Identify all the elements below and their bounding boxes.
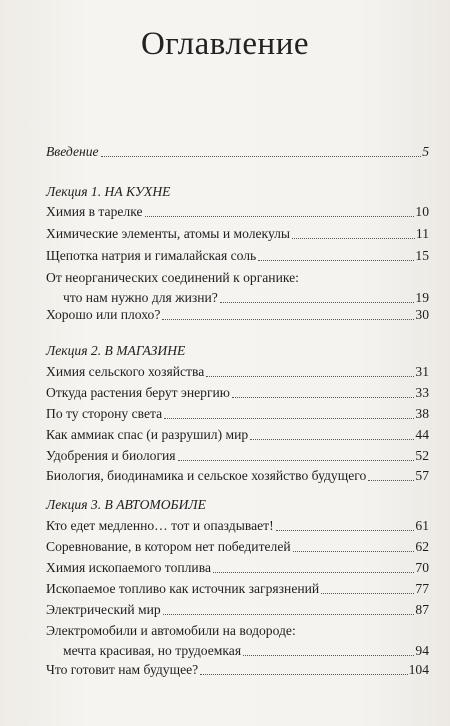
toc-entry: [63, 643, 429, 659]
toc-entry: [46, 539, 429, 555]
toc-entry-title: Химия в тарелке: [46, 204, 143, 219]
toc-entry: [63, 290, 429, 306]
toc-entry-title: Ископаемое топливо как источник загрязнений: [46, 581, 320, 596]
toc-leader-dots: [276, 529, 415, 531]
toc-entry: [46, 623, 429, 639]
toc-page-number: 33: [415, 385, 429, 400]
toc-entry: [46, 518, 429, 534]
toc-page-number: 62: [415, 539, 429, 554]
toc-section-heading: [46, 184, 429, 200]
toc-entry: [46, 662, 429, 678]
toc-entry: [46, 560, 429, 576]
toc-page-number: 44: [415, 427, 429, 442]
toc-entry-title: По ту сторону света: [46, 406, 163, 421]
toc-page-number: 70: [415, 560, 429, 575]
toc-entry-title: От неорганических соединений к органике:: [46, 270, 299, 285]
toc-entry-title: мечта красивая, но трудоемкая: [63, 643, 242, 658]
toc-leader-dots: [220, 301, 415, 303]
toc-entry-title: Электрический мир: [46, 602, 161, 617]
toc-entry-title: Лекция 3. В АВТОМОБИЛЕ: [46, 497, 206, 512]
toc-entry: [46, 602, 429, 618]
toc-page-number: 38: [415, 406, 429, 421]
toc-page-number: 87: [415, 602, 429, 617]
toc-entry: [46, 307, 429, 323]
toc-entry: [46, 226, 429, 242]
toc-entry: [46, 385, 429, 401]
toc-page-number: 10: [415, 204, 429, 219]
toc-page-number: 31: [415, 364, 429, 379]
toc-page-number: 61: [415, 518, 429, 533]
toc-page-number: 94: [415, 643, 429, 658]
toc-entry: [46, 204, 429, 220]
toc-leader-dots: [258, 259, 414, 261]
toc-entry-title: Биология, биодинамика и сельское хозяйство будущего: [46, 468, 367, 483]
toc-leader-dots: [200, 673, 407, 675]
toc-entry-title: Хорошо или плохо?: [46, 307, 161, 322]
toc-leader-dots: [101, 155, 422, 157]
toc-entry-title: Электромобили и автомобили на водороде:: [46, 623, 296, 638]
toc-section-heading: [46, 497, 429, 513]
toc-entry-title: Как аммиак спас (и разрушил) мир: [46, 427, 249, 442]
toc-page-number: 19: [415, 290, 429, 305]
toc-leader-dots: [250, 438, 414, 440]
page-title: Оглавление: [140, 26, 310, 62]
toc-entry-title: Откуда растения берут энергию: [46, 385, 230, 400]
toc-entry-title: Удобрения и биология: [46, 448, 176, 463]
toc-leader-dots: [163, 613, 415, 615]
toc-entry: [46, 144, 429, 160]
toc-page-number: 15: [415, 248, 429, 263]
toc-leader-dots: [164, 417, 414, 419]
toc-entry-title: Кто едет медленно… тот и опаздывает!: [46, 518, 274, 533]
toc-page-number: 52: [415, 448, 429, 463]
toc-entry: [46, 248, 429, 264]
toc-leader-dots: [162, 318, 414, 320]
toc-entry-title: Химические элементы, атомы и молекулы: [46, 226, 291, 241]
toc-leader-dots: [178, 459, 415, 461]
toc-leader-dots: [232, 396, 414, 398]
toc-leader-dots: [293, 550, 415, 552]
toc-leader-dots: [206, 375, 414, 377]
toc-entry: [46, 427, 429, 443]
toc-leader-dots: [321, 592, 414, 594]
toc-entry: [46, 468, 429, 484]
toc-entry-title: Соревнование, в котором нет победителей: [46, 539, 291, 554]
toc-page-number: 30: [415, 307, 429, 322]
toc-leader-dots: [368, 479, 414, 481]
toc-page-number: 57: [415, 468, 429, 483]
toc-entry-title: Лекция 1. НА КУХНЕ: [46, 184, 171, 199]
toc-entry: [46, 270, 429, 286]
toc-leader-dots: [292, 237, 415, 239]
toc-leader-dots: [213, 571, 414, 573]
toc-page-number: 104: [408, 662, 429, 677]
toc-entry-title: Введение: [46, 144, 99, 159]
toc-entry: [46, 406, 429, 422]
toc-entry-title: Лекция 2. В МАГАЗИНЕ: [46, 343, 186, 358]
toc-page-number: 77: [415, 581, 429, 596]
toc-entry-title: Щепотка натрия и гималайская соль: [46, 248, 257, 263]
toc-leader-dots: [145, 215, 415, 217]
toc-entry-title: Химия сельского хозяйства: [46, 364, 205, 379]
toc-page-number: 5: [422, 144, 429, 159]
toc-entry-title: что нам нужно для жизни?: [63, 290, 218, 305]
toc-entry: [46, 364, 429, 380]
toc-page-number: 11: [415, 226, 429, 241]
toc-entry: [46, 448, 429, 464]
toc-leader-dots: [243, 654, 414, 656]
toc-entry-title: Что готовит нам будущее?: [46, 662, 199, 677]
toc-entry-title: Химия ископаемого топлива: [46, 560, 211, 575]
toc-entry: [46, 581, 429, 597]
toc-section-heading: [46, 343, 429, 359]
